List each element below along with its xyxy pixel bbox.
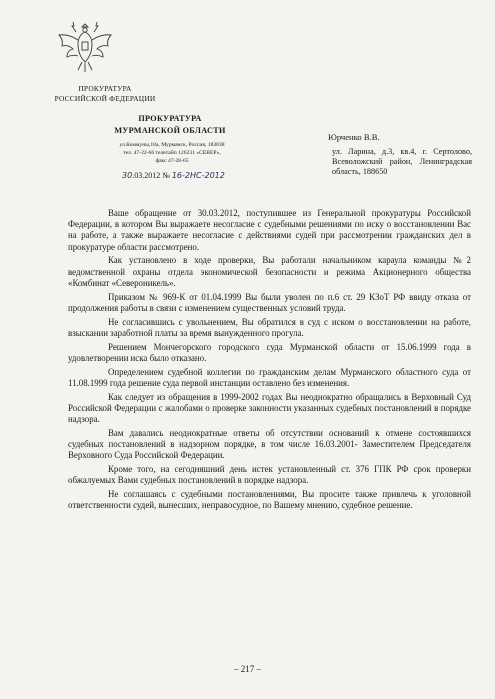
header-regional-line1: ПРОКУРАТУРА [138, 114, 202, 123]
paragraph: Вам давались неоднократные ответы об отсутствии оснований к отмене состоявшихся судебных постановлений в надзорном порядке, в том числе 16.03.2001- Заместителем Председателя Верховного Суда Российской Федерации. [68, 427, 471, 461]
paragraph: Не согласившись с увольнением, Вы обратился в суд с иском о восстановлении на работе, взыскании заработной платы за время вынужденного прогула. [68, 316, 471, 338]
paragraph: Ваше обращение от 30.03.2012, поступившее из Генеральной прокуратуры Российской Федерации, в котором Вы выражаете несогласие с судебными решениями по иску о восстановлении Вас на работе, а также выражаете несогласие с действиями судей при рассмотрении гражданских дел в прокуратуре области рассмотрено. [68, 208, 471, 252]
letter-date-line [122, 171, 225, 180]
header-regional-line2: МУРМАНСКОЙ ОБЛАСТИ [114, 126, 226, 135]
page-number: – 217 – [234, 664, 261, 674]
date-rest: .03.2012 № [132, 171, 170, 180]
recipient-name: Юрченко В.В. [328, 132, 380, 142]
paragraph: Приказом № 969-К от 01.04.1999 Вы были уволен по п.6 ст. 29 КЗоТ РФ ввиду отказа от продолжения работы в связи с изменением существенных условий труда. [68, 291, 471, 313]
paragraph: Решением Мончегорского городского суда Мурманской области от 15.06.1999 года в удовлетворении иска было отказано. [68, 341, 471, 363]
header-address-line2: тел. 47-22-66 телетайп 126231 «СЕВЕР», [123, 150, 221, 156]
letter-number: 16-2НС-2012 [171, 171, 225, 180]
paragraph: Кроме того, на сегодняшний день истек установленный ст. 376 ГПК РФ срок проверки обжалуемых Вами судебных постановлений в порядке надзора. [68, 464, 471, 486]
header-address-line1: ул.Коммуны,18а, Мурманск, Россия, 183038 [119, 142, 225, 148]
paragraph: Как следует из обращения в 1999-2002 годах Вы неоднократно обращались в Верховный Суд Российской Федерации с жалобами о проверке законности указанных судебных постановлений в порядке надзора. [68, 391, 471, 425]
recipient-address: ул. Ларина, д.3, кв.4, г. Сертолово, Всеволожский район, Ленинградская область, 188650 [332, 147, 472, 177]
header-gen-line2: РОССИЙСКОЙ ФЕДЕРАЦИИ [54, 94, 156, 103]
paragraph: Как установлено в ходе проверки, Вы работали начальником караула команды №2 ведомственной охраны отдела экономической безопасности и режима Акционерного общества «Комбинат «Североникель». [68, 255, 471, 288]
paragraph: Не соглашаясь с судебными постановлениями, Вы просите также привлечь к уголовной ответственности судей, вынесших, неправосудное, по Вашему мнению, судебное решение. [68, 489, 471, 511]
paragraph: Определением судебной коллегии по гражданским делам Мурманского областного суда от 11.08.1999 года решение суда первой инстанции оставлено без изменения. [68, 366, 471, 388]
header-gen-line1: ПРОКУРАТУРА [78, 84, 132, 93]
header-address-line3: факс 47-28-65 [155, 158, 189, 164]
coat-of-arms-emblem [54, 18, 116, 78]
letter-body [68, 208, 471, 514]
date-day: 30 [122, 171, 133, 180]
